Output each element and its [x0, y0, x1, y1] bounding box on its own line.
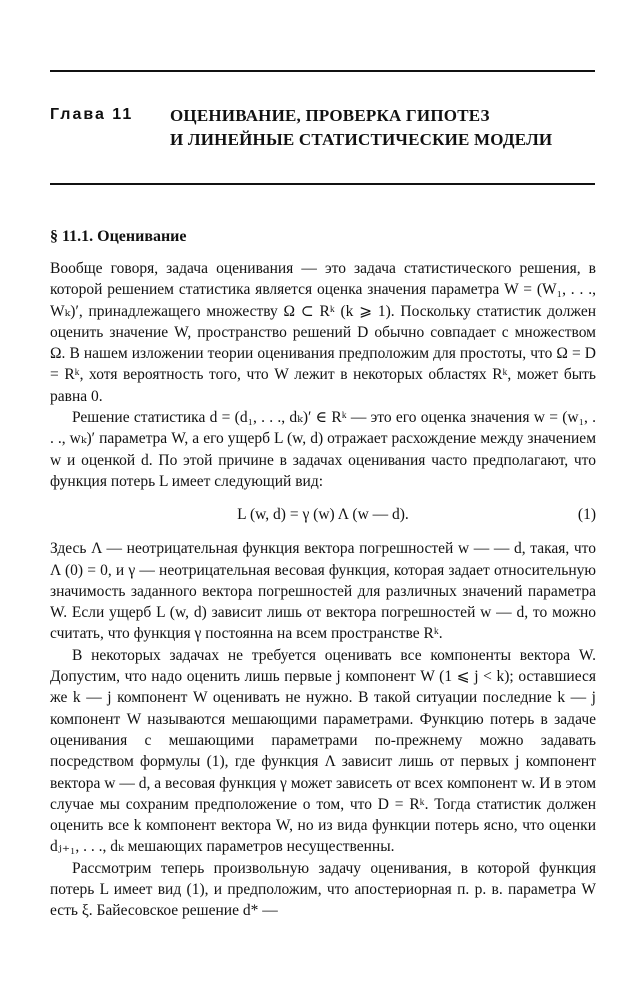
body-text — [50, 258, 596, 922]
formula-1 — [50, 492, 596, 538]
paragraph-1: Вообще говоря, задача оценивания — это задача статистического решения, в которой решением статистика является оценка значения параметра W = (W₁, . . ., Wₖ)′, принадлежащего множеству Ω ⊂ Rᵏ (k ⩾ 1). Поскольку статистик должен оценить значение W, пространство решений D обычно совпадает с множеством Ω. В нашем изложении теории оценивания предположим для простоты, что Ω = D = Rᵏ, хотя вероятность того, что W лежит в некоторых областях Rᵏ, может быть равна 0. — [50, 260, 596, 405]
formula-text: L (w, d) = γ (w) Λ (w — d). — [237, 506, 409, 524]
chapter-label: Глава 11 — [50, 106, 134, 123]
paragraph-5: Рассмотрим теперь произвольную задачу оценивания, в которой функция потерь L имеет вид (1), и предположим, что апостериорная п. р. в. параметра W есть ξ. Байесовское решение d* — — [50, 859, 596, 920]
paragraph-4: В некоторых задачах не требуется оценивать все компоненты вектора W. Допустим, что надо оценить лишь первые j компонент W (1 ⩽ j < k); оставшиеся же k — j компонент W оценивать не нужно. В такой ситуации последние k — j компонент W называются мешающими параметрами. Функцию потерь в задаче оценивания с мешающими параметрами по-прежнему можно задавать посредством формулы (1), где функция Λ зависит лишь от первых j компонент вектора w — d, а весовая функция γ может зависеть от всех компонент w. И в этом случае мы сохраним предположение о том, что D = Rᵏ. Тогда статистик должен оценить все k компонент вектора W, но из вида функции потерь ясно, что оценки dⱼ₊₁, . . ., dₖ мешающих параметров несущественны. — [50, 646, 596, 856]
section-heading: § 11.1. Оценивание — [50, 228, 187, 245]
top-rule — [50, 70, 595, 72]
chapter-title-line-2: И ЛИНЕЙНЫЕ СТАТИСТИЧЕСКИЕ МОДЕЛИ — [170, 130, 553, 149]
chapter-title-line-1: ОЦЕНИВАНИЕ, ПРОВЕРКА ГИПОТЕЗ — [170, 106, 490, 125]
chapter-title — [170, 104, 600, 152]
paragraph-2: Решение статистика d = (d₁, . . ., dₖ)′ ∈ Rᵏ — это его оценка значения w = (w₁, . . ., wₖ)′ параметра W, а его ущерб L (w, d) отражает расхождение между значением w и оценкой d. По этой причине в задачах оценивания часто предполагают, что функция потерь L имеет следующий вид: — [50, 409, 596, 490]
paragraph-3: Здесь Λ — неотрицательная функция вектора погрешностей w — — d, такая, что Λ (0) = 0, и γ — неотрицательная весовая функция, которая задает относительную значимость заданного вектора погрешностей для различных значений параметра W. Если ущерб L (w, d) зависит лишь от вектора погрешностей w — d, то можно считать, что функция γ постоянна на всем пространстве Rᵏ. — [50, 540, 596, 643]
formula-number: (1) — [577, 506, 596, 524]
bottom-rule — [50, 183, 595, 185]
